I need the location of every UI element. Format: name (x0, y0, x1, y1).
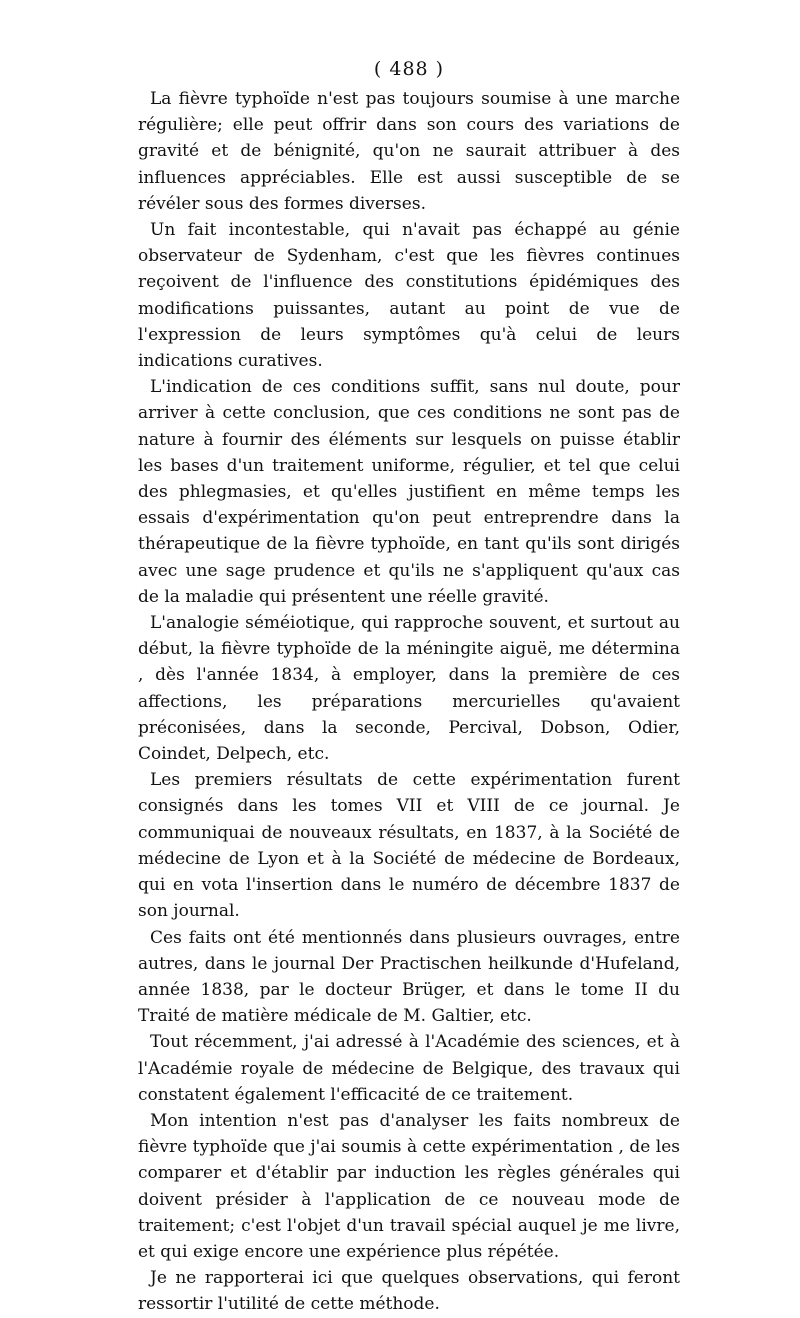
paragraph-5: Les premiers résultats de cette expérimentation furent consignés dans les tomes VII et VIII de ce journal. Je communiquai de nouveaux résultats, en 1837, à la Société de médecine de Lyon et à la Société de médecine de Bordeaux, qui en vota l'insertion dans le numéro de décembre 1837 de son journal. (138, 770, 680, 922)
page-number: ( 488 ) (373, 58, 445, 80)
paragraph-8: Mon intention n'est pas d'analyser les faits nombreux de fièvre typhoïde que j'ai soumis à cette expérimentation , de les comparer et d'établir par induction les règles générales qui doivent présider à l'application de ce nouveau mode de traitement; c'est l'objet d'un travail spécial auquel je me livre, et qui exige encore une expérience plus répétée. (138, 1110, 680, 1262)
paragraph-9: Je ne rapporterai ici que quelques observations, qui feront ressortir l'utilité de cette méthode. (138, 1268, 680, 1315)
paragraph-3: L'indication de ces conditions suffit, sans nul doute, pour arriver à cette conclusion, que ces conditions ne sont pas de nature à fournir des éléments sur lesquels on puisse établir les bases d'un traitement uniforme, régulier, et tel que celui des phlegmasies, et qu'elles justifient en même temps les essais d'expérimentation qu'on peut entreprendre dans la thérapeutique de la fièvre typhoïde, en tant qu'ils sont dirigés avec une sage prudence et qu'ils ne s'appliquent qu'aux cas de la maladie qui présentent une réelle gravité. (138, 377, 680, 607)
paragraph-6: Ces faits ont été mentionnés dans plusieurs ouvrages, entre autres, dans le journal Der Practischen heilkunde d'Hufeland, année 1838, par le docteur Brüger, et dans le tome II du Traité de matière médicale de M. Galtier, etc. (138, 927, 680, 1027)
paragraph-2: Un fait incontestable, qui n'avait pas échappé au génie observateur de Sydenham, c'est que les fièvres continues reçoivent de l'influence des constitutions épidémiques des modifications puissantes, autant au point de vue de l'expression de leurs symptômes qu'à celui de leurs indications curatives. (138, 220, 680, 372)
book-page (138, 58, 680, 1318)
paragraph-1: La fièvre typhoïde n'est pas toujours soumise à une marche régulière; elle peut offrir dans son cours des variations de gravité et de bénignité, qu'on ne saurait attribuer à des influences appréciables. Elle est aussi susceptible de se révéler sous des formes diverses. (138, 89, 680, 214)
paragraph-4: L'analogie séméiotique, qui rapproche souvent, et surtout au début, la fièvre typhoïde de la méningite aiguë, me détermina , dès l'année 1834, à employer, dans la première de ces affections, les préparations mercurielles qu'avaient préconisées, dans la seconde, Percival, Dobson, Odier, Coindet, Delpech, etc. (138, 613, 680, 765)
paragraph-7: Tout récemment, j'ai adressé à l'Académie des sciences, et à l'Académie royale de médecine de Belgique, des travaux qui constatent également l'efficacité de ce traitement. (138, 1032, 680, 1105)
